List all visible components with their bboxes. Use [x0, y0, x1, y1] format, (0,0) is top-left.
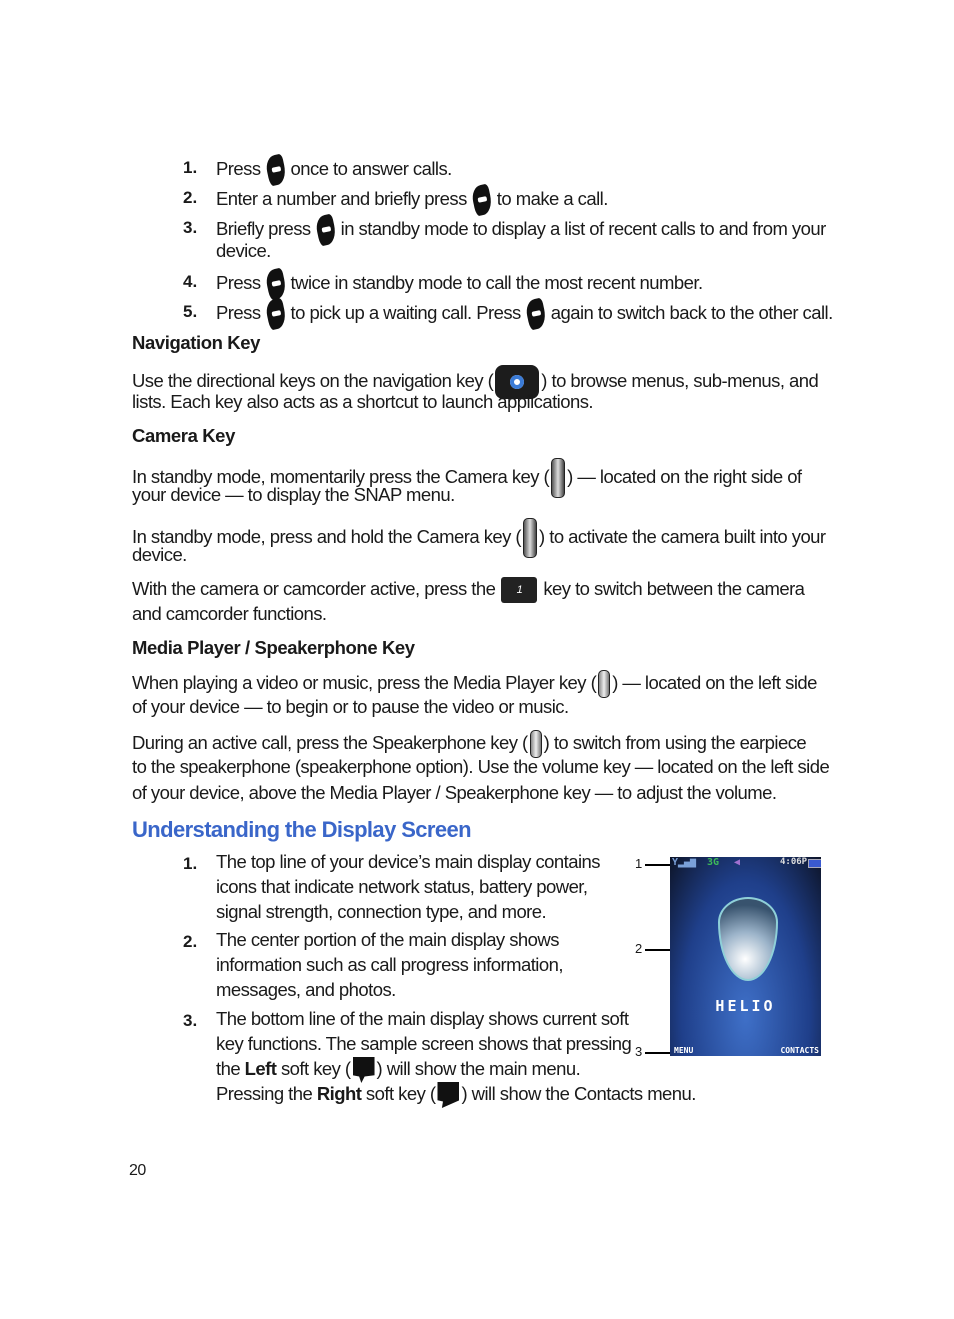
callout-3: 3 — [635, 1044, 642, 1059]
paragraph: of your device, above the Media Player / Speakerphone key — to adjust the volume. — [132, 782, 777, 803]
list-item: the Left soft key ( ) will show the main menu. — [216, 1057, 580, 1083]
page-number: 20 — [129, 1162, 146, 1179]
list-item: The bottom line of the main display shows current soft — [216, 1008, 629, 1029]
paragraph: device. — [132, 544, 187, 565]
camera-key-icon — [523, 518, 537, 558]
send-key-icon — [264, 153, 288, 186]
send-key-icon — [470, 183, 494, 216]
camera-key-icon — [551, 458, 565, 498]
speaker-icon: ◀ — [734, 857, 741, 868]
list-number: 5. — [183, 302, 198, 321]
list-number: 3. — [183, 1011, 198, 1030]
paragraph: Use the directional keys on the navigation key ( ) to browse menus, sub-menus, and — [132, 365, 818, 399]
list-number: 2. — [183, 188, 198, 207]
list-item: signal strength, connection type, and more. — [216, 901, 547, 922]
network-type: 3G — [707, 857, 720, 868]
paragraph: lists. Each key also acts as a shortcut to launch applications. — [132, 391, 593, 412]
list-number: 2. — [183, 932, 198, 951]
list-item: information such as call progress information, — [216, 954, 563, 975]
list-item: Pressing the Right soft key ( ) will show the Contacts menu. — [216, 1082, 696, 1108]
list-item-cont: device. — [216, 240, 271, 261]
clock: 4:06P — [780, 857, 808, 867]
list-item: Press to pick up a waiting call. Press again to switch back to the other call. — [216, 299, 833, 329]
speakerphone-key-icon — [530, 730, 542, 758]
left-soft-label: MENU — [674, 1046, 694, 1055]
paragraph: to the speakerphone (speakerphone option). Use the volume key — located on the left side — [132, 756, 830, 777]
list-item: The center portion of the main display shows — [216, 929, 559, 950]
callout-2: 2 — [635, 941, 642, 956]
list-item: key functions. The sample screen shows that pressing — [216, 1033, 632, 1054]
heading-media-player-key: Media Player / Speakerphone Key — [132, 637, 415, 658]
media-player-key-icon — [598, 670, 610, 698]
paragraph: With the camera or camcorder active, press the 1 key to switch between the camera — [132, 577, 804, 603]
list-number: 1. — [183, 854, 198, 873]
send-key-icon — [264, 297, 288, 330]
send-key-icon — [524, 297, 548, 330]
camera-mode-key-icon: 1 — [501, 577, 537, 603]
list-item: Press twice in standby mode to call the most recent number. — [216, 269, 703, 299]
helio-flame-logo — [718, 897, 778, 981]
list-item: Briefly press in standby mode to display a list of recent calls to and from your — [216, 215, 826, 245]
paragraph: In standby mode, press and hold the Camera key ( ) to activate the camera built into your — [132, 518, 826, 558]
list-item: Enter a number and briefly press to make a call. — [216, 185, 608, 215]
phone-display-sample — [670, 857, 821, 1056]
list-number: 4. — [183, 272, 198, 291]
list-item: Press once to answer calls. — [216, 155, 452, 185]
right-soft-label: CONTACTS — [780, 1046, 819, 1055]
callout-1: 1 — [635, 856, 642, 871]
heading-navigation-key: Navigation Key — [132, 332, 261, 353]
list-item: icons that indicate network status, battery power, — [216, 876, 588, 897]
heading-camera-key: Camera Key — [132, 425, 235, 446]
send-key-icon — [264, 267, 288, 300]
paragraph: and camcorder functions. — [132, 603, 327, 624]
heading-display-screen: Understanding the Display Screen — [132, 817, 471, 842]
paragraph: When playing a video or music, press the Media Player key ( ) — located on the left side — [132, 670, 817, 698]
brand-logo-text: HELIO — [715, 997, 776, 1015]
list-item: The top line of your device’s main display contains — [216, 851, 600, 872]
list-item: messages, and photos. — [216, 979, 396, 1000]
list-number: 3. — [183, 218, 198, 237]
list-number: 1. — [183, 158, 198, 177]
send-key-icon — [314, 213, 338, 246]
right-soft-key-icon — [437, 1082, 459, 1108]
paragraph: your device — to display the SNAP menu. — [132, 484, 455, 505]
paragraph: During an active call, press the Speakerphone key ( ) to switch from using the earpiece — [132, 730, 806, 758]
battery-icon — [808, 859, 821, 868]
signal-strength-icon: Y▂▄▆ — [672, 857, 697, 868]
paragraph: of your device — to begin or to pause the video or music. — [132, 696, 569, 717]
paragraph: In standby mode, momentarily press the Camera key ( ) — located on the right side of — [132, 458, 802, 498]
left-soft-key-icon — [353, 1057, 375, 1083]
